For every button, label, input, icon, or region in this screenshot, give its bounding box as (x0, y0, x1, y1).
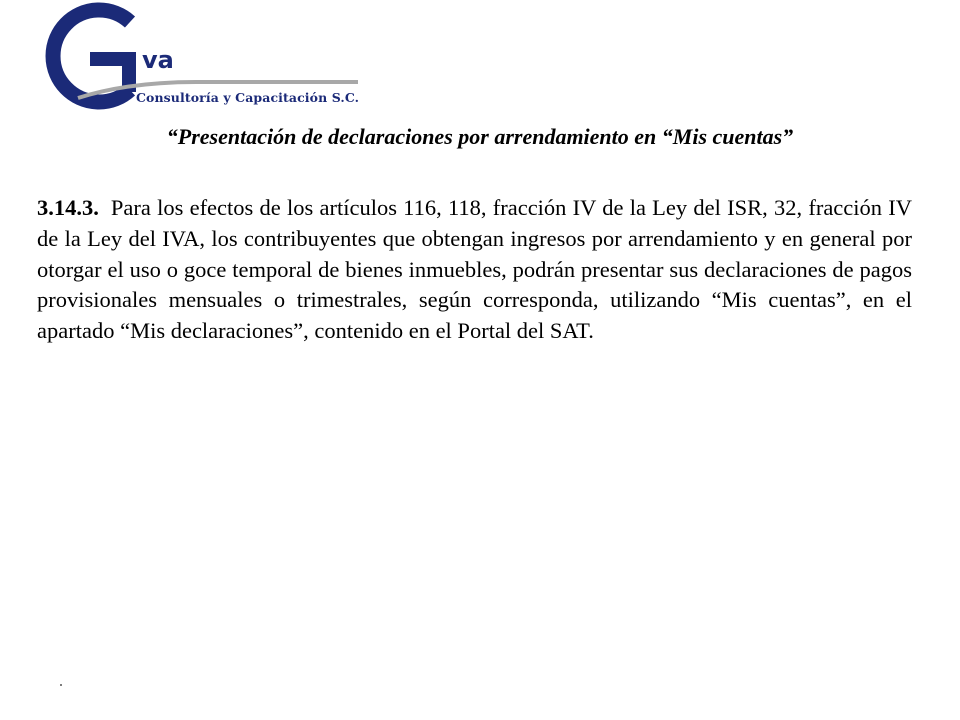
document-title: “Presentación de declaraciones por arrendamiento en “Mis cuentas” (166, 124, 794, 149)
company-logo (18, 2, 368, 110)
stray-dot (60, 684, 62, 686)
rule-text: Para los efectos de los artículos 116, 118, fracción IV de la Ley del ISR, 32, fracción IV de la Ley del IVA, los contribuyentes que obtengan ingresos por arrendamiento y en general por otorgar el uso o goce temporal de bienes inmuebles, podrán presentar sus declaraciones de pagos provisionales mensuales o trimestrales, según corresponda, utilizando “Mis cuentas”, en el apartado “Mis declaraciones”, contenido en el Portal del SAT. (37, 195, 912, 344)
logo-company-name: Consultoría y Capacitación S.C. (136, 90, 360, 105)
rule-number: 3.14.3. (37, 195, 99, 220)
rule-paragraph (37, 193, 912, 347)
logo-initials: va (142, 46, 174, 74)
